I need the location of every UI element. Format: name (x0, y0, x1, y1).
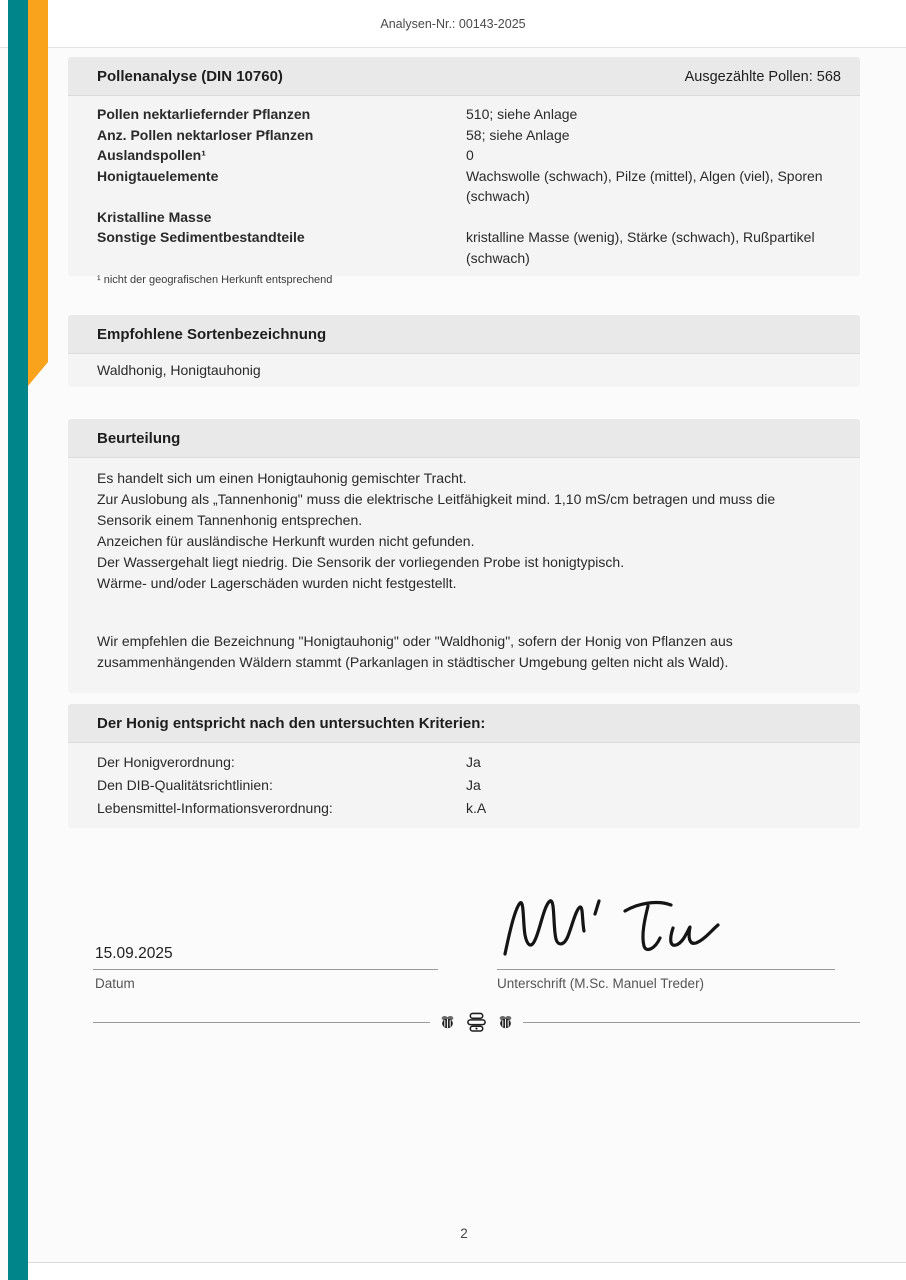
row-label: Anz. Pollen nektarloser Pflanzen (97, 126, 314, 143)
assessment-line: Es handelt sich um einen Honigtauhonig gemischter Tracht. (97, 470, 467, 486)
analysis-number: Analysen-Nr.: 00143-2025 (380, 16, 526, 31)
row-value (466, 207, 841, 228)
criteria-title: Der Honig entspricht nach den untersuchten Kriterien: (97, 715, 486, 732)
row-label: Kristalline Masse (97, 208, 212, 225)
section-recommended-name (68, 315, 860, 387)
section-pollen-analysis (68, 57, 860, 276)
criteria-header (68, 704, 860, 743)
assessment-header (68, 419, 860, 458)
row-value: Ja (466, 777, 481, 793)
row-value: k.A (466, 800, 487, 816)
table-row (97, 751, 841, 774)
date-value: 15.09.2025 (95, 945, 173, 962)
recommended-name-header (68, 315, 860, 354)
pollen-analysis-header (68, 57, 860, 96)
counted-pollen-total: Ausgezählte Pollen: 568 (684, 68, 841, 85)
handwritten-signature (497, 890, 752, 965)
row-label: Honigtauelemente (97, 167, 219, 184)
page-bottom-edge (28, 1262, 906, 1280)
date-underline (93, 969, 438, 970)
table-row (97, 104, 841, 125)
orange-stripe (28, 0, 48, 386)
table-row (97, 145, 841, 166)
assessment-title: Beurteilung (97, 430, 181, 447)
pollen-analysis-body (68, 96, 860, 276)
bee-icon (497, 1014, 514, 1030)
page-number: 2 (460, 1226, 468, 1241)
row-value: 510; siehe Anlage (466, 106, 578, 122)
assessment-line: Zur Auslobung als „Tannenhonig" muss die elektrische Leitfähigkeit mind. 1,10 mS/cm betragen und muss die Sensorik einem Tannenhonig entsprechen. (97, 491, 776, 528)
table-row (97, 797, 841, 820)
assessment-recommendation: Wir empfehlen die Bezeichnung "Honigtauhonig" oder "Waldhonig", sofern der Honig von Pflanzen aus zusammenhängenden Wäldern stammt (Parkanlagen in städtischer Umgebung gelten nicht als Wald). (97, 633, 733, 670)
criteria-body (68, 743, 860, 828)
row-label: Lebensmittel-Informationsverordnung: (97, 800, 333, 816)
assessment-line: Wärme- und/oder Lagerschäden wurden nicht festgestellt. (97, 575, 457, 591)
assessment-line: Der Wassergehalt liegt niedrig. Die Sensorik der vorliegenden Probe ist honigtypisch. (97, 554, 625, 570)
row-label: Pollen nektarliefernder Pflanzen (97, 106, 311, 122)
row-label: Sonstige Sedimentbestandteile (97, 229, 305, 245)
row-value: Wachswolle (schwach), Pilze (mittel), Algen (viel), Sporen (schwach) (466, 167, 823, 204)
row-value: Ja (466, 754, 481, 770)
date-label: Datum (95, 976, 135, 991)
table-row (97, 166, 841, 207)
assessment-body (68, 458, 860, 693)
table-row (97, 227, 841, 268)
bee-icon (439, 1014, 456, 1030)
pollen-analysis-title: Pollenanalyse (DIN 10760) (97, 68, 283, 85)
row-label: Der Honigverordnung: (97, 754, 235, 770)
row-label: Auslandspollen¹ (97, 147, 206, 163)
divider-line-left (93, 1022, 430, 1023)
row-value: 58; siehe Anlage (466, 126, 570, 143)
row-value: kristalline Masse (wenig), Stärke (schwach), Rußpartikel (schwach) (466, 229, 815, 266)
recommended-name-title: Empfohlene Sortenbezeichnung (97, 326, 327, 343)
beehive-icon (465, 1012, 488, 1033)
section-assessment (68, 419, 860, 693)
footnote: ¹ nicht der geografischen Herkunft entsprechend (97, 274, 333, 286)
signature-label: Unterschrift (M.Sc. Manuel Treder) (497, 976, 705, 991)
divider-line-right (523, 1022, 860, 1023)
row-value: 0 (466, 147, 474, 163)
footer-divider (93, 1012, 860, 1032)
row-label: Den DIB-Qualitätsrichtlinien: (97, 777, 273, 793)
top-header-bar (0, 0, 906, 48)
signature-underline (497, 969, 835, 970)
assessment-line: Anzeichen für ausländische Herkunft wurden nicht gefunden. (97, 533, 475, 549)
table-row (97, 125, 841, 146)
table-row (97, 774, 841, 797)
section-criteria (68, 704, 860, 828)
recommended-name-value: Waldhonig, Honigtauhonig (68, 354, 860, 387)
table-row (97, 207, 841, 228)
teal-stripe (8, 0, 28, 1280)
